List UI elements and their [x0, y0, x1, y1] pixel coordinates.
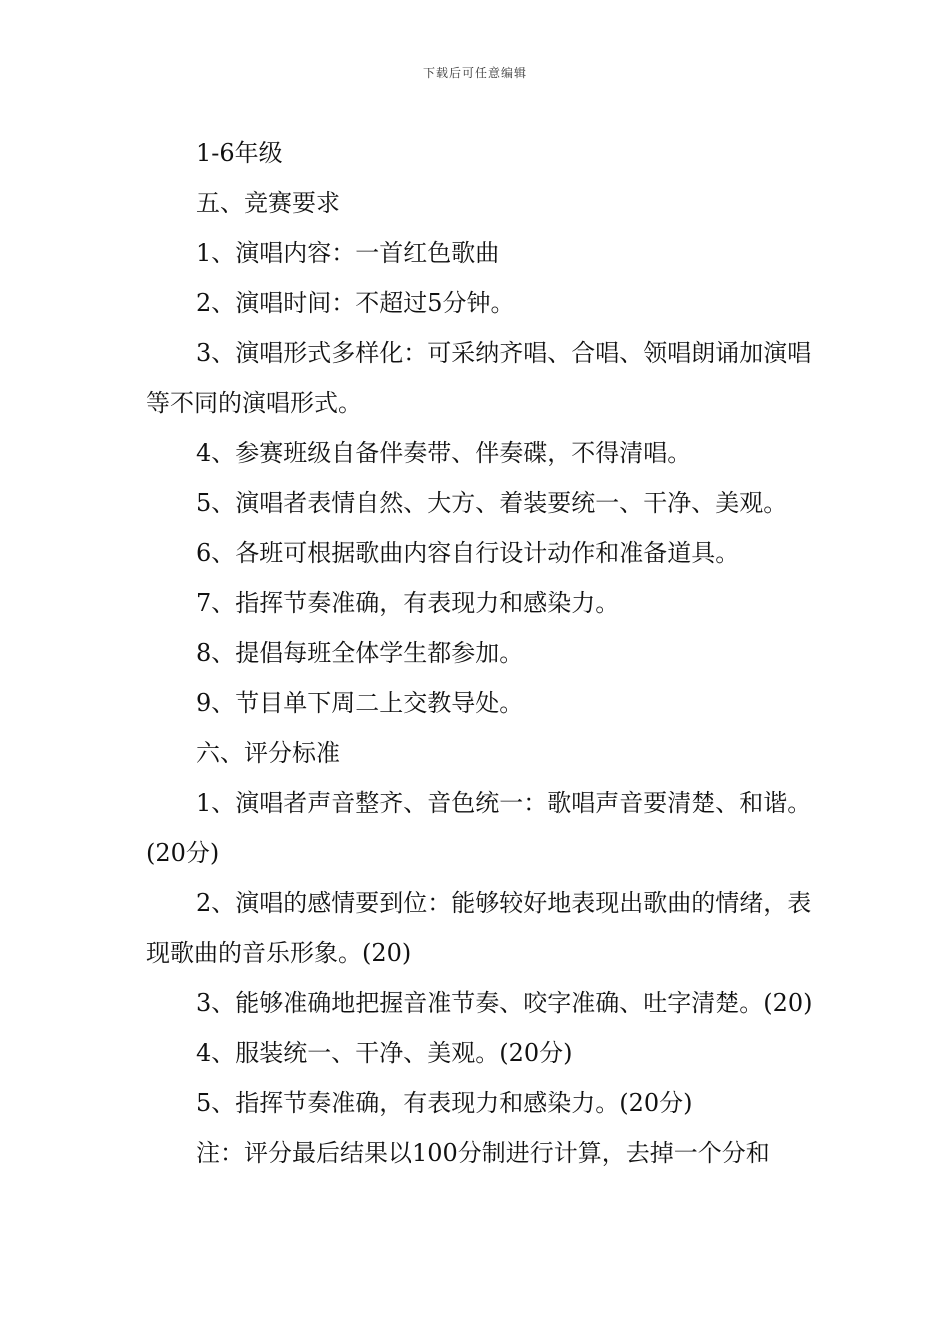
paragraph: 2、演唱的感情要到位：能够较好地表现出歌曲的情绪，表现歌曲的音乐形象。(20)	[146, 889, 812, 967]
paragraph: 3、能够准确地把握音准节奏、咬字准确、吐字清楚。(20)	[196, 989, 813, 1017]
paragraph: 1、演唱内容：一首红色歌曲	[196, 239, 500, 267]
paragraph: 6、各班可根据歌曲内容自行设计动作和准备道具。	[196, 539, 740, 567]
paragraph: 1、演唱者声音整齐、音色统一：歌唱声音要清楚、和谐。(20分)	[146, 789, 812, 867]
paragraph: 1-6年级	[196, 139, 283, 167]
paragraph: 5、指挥节奏准确，有表现力和感染力。(20分)	[196, 1089, 693, 1117]
document-body	[146, 128, 814, 1178]
page-header: 下载后可任意编辑	[422, 66, 527, 80]
paragraph: 2、演唱时间：不超过5分钟。	[196, 289, 515, 317]
paragraph: 4、服装统一、干净、美观。(20分)	[196, 1039, 573, 1067]
paragraph: 9、节目单下周二上交教导处。	[196, 689, 524, 717]
paragraph: 7、指挥节奏准确，有表现力和感染力。	[196, 589, 620, 617]
section-heading: 六、评分标准	[196, 739, 340, 767]
paragraph: 8、提倡每班全体学生都参加。	[196, 639, 524, 667]
paragraph: 3、演唱形式多样化：可采纳齐唱、合唱、领唱朗诵加演唱等不同的演唱形式。	[146, 339, 812, 417]
paragraph: 注：评分最后结果以100分制进行计算，去掉一个分和	[196, 1139, 770, 1167]
section-heading: 五、竞赛要求	[196, 189, 340, 217]
paragraph: 4、参赛班级自备伴奏带、伴奏碟，不得清唱。	[196, 439, 692, 467]
paragraph: 5、演唱者表情自然、大方、着装要统一、干净、美观。	[196, 489, 788, 517]
